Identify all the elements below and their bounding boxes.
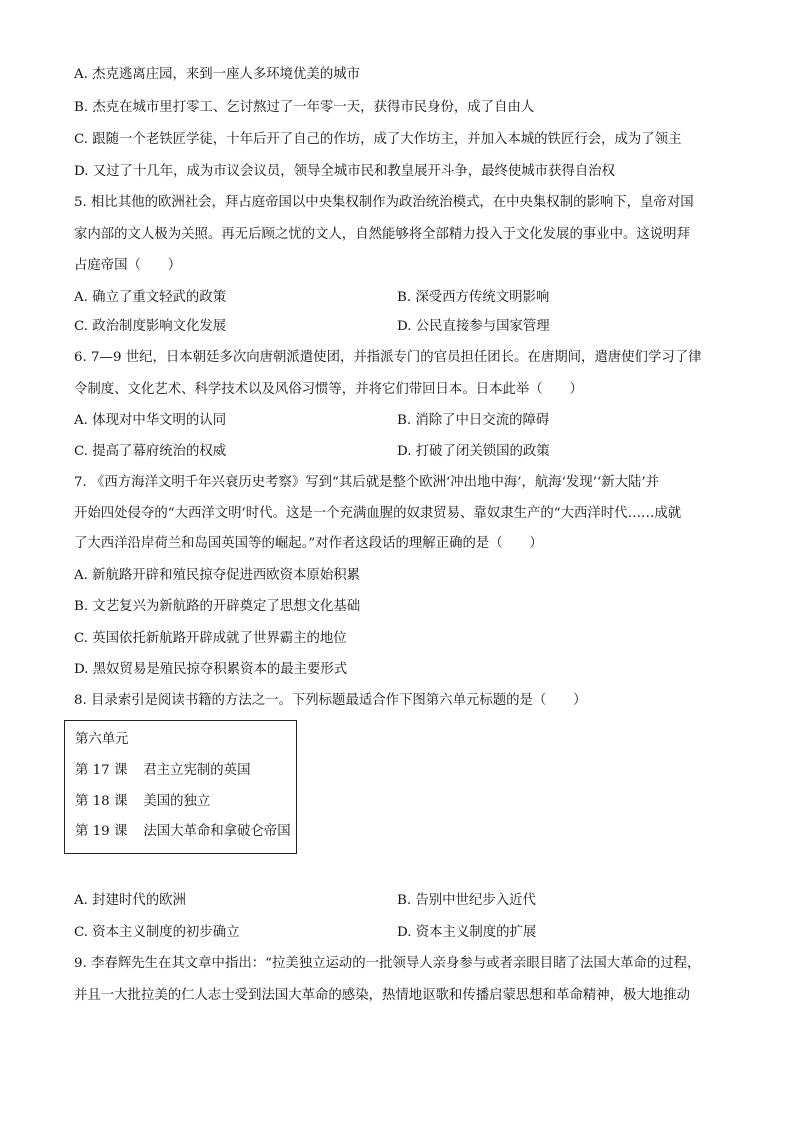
toc-lesson-17-number: 第 17 课: [75, 763, 128, 778]
toc-lesson-19: [75, 823, 291, 841]
toc-lesson-18-number: 第 18 课: [75, 794, 128, 809]
q7-option-d: D. 黑奴贸易是殖民掠夺积累资本的最主要形式: [74, 662, 348, 677]
toc-unit-title: 第六单元: [75, 732, 129, 747]
q8-option-a: A. 封建时代的欧洲: [74, 893, 186, 908]
q9-stem-line-2: 并且一大批拉美的仁人志士受到法国大革命的感染，热情地讴歌和传播启蒙思想和革命精神，极大地推动: [74, 988, 690, 1003]
q7-option-b: B. 文艺复兴为新航路的开辟奠定了思想文化基础: [74, 599, 361, 614]
q7-option-a: A. 新航路开辟和殖民掠夺促进西欧资本原始积累: [74, 568, 360, 583]
toc-lesson-17: [75, 762, 250, 780]
q6-option-d: D. 打破了闭关锁国的政策: [397, 444, 550, 459]
toc-lesson-18: [75, 793, 210, 811]
q8-option-b: B. 告别中世纪步入近代: [397, 893, 536, 908]
q7-stem-line-2: 开始四处侵夺的“大西洋文明’时代。这是一个充满血腥的奴隶贸易、靠奴隶生产的“大西洋时代……成就: [74, 506, 682, 521]
q5-option-c: C. 政治制度影响文化发展: [74, 319, 227, 334]
q6-option-b: B. 消除了中日交流的障碍: [397, 413, 550, 428]
q7-stem-line-3: 了大西洋沿岸荷兰和岛国英国等的崛起。”对作者这段话的理解正确的是（ ）: [74, 536, 543, 551]
q5-option-a: A. 确立了重文轻武的政策: [74, 290, 227, 305]
q8-option-c: C. 资本主义制度的初步确立: [74, 925, 240, 940]
q7-option-c: C. 英国依托新航路开辟成就了世界霸主的地位: [74, 631, 347, 646]
q4-option-b: B. 杰克在城市里打零工、乞讨熬过了一年零一天，获得市民身份，成了自由人: [74, 100, 535, 115]
q6-option-c: C. 提高了幕府统治的权威: [74, 444, 227, 459]
q7-stem-line-1: 7. 《西方海洋文明千年兴衰历史考察》写到“其后就是整个欧洲‘冲出地中海’，航海‘发现’‘新大陆’并: [74, 475, 660, 490]
q5-stem-line-3: 占庭帝国（ ）: [74, 258, 182, 273]
q6-stem-line-1: 6. 7—9 世纪，日本朝廷多次向唐朝派遣使团，并指派专门的官员担任团长。在唐期间，遣唐使们学习了律: [74, 350, 702, 365]
q5-stem-line-2: 家内部的文人极为关照。再无后顾之忧的文人，自然能够将全部精力投入于文化发展的事业中。这说明拜: [74, 227, 690, 242]
q8-stem: 8. 目录索引是阅读书籍的方法之一。下列标题最适合作下图第六单元标题的是（ ）: [74, 693, 587, 708]
q9-stem-line-1: 9. 李春辉先生在其文章中指出：“拉美独立运动的一批领导人亲身参与或者亲眼目睹了法国大革命的过程，: [74, 956, 701, 971]
q4-option-d: D. 又过了十几年，成为市议会议员，领导全城市民和教皇展开斗争，最终使城市获得自治权: [74, 164, 616, 179]
q5-stem-line-1: 5. 相比其他的欧洲社会，拜占庭帝国以中央集权制作为政治统治模式，在中央集权制的影响下，皇帝对国: [74, 195, 694, 210]
q5-option-b: B. 深受西方传统文明影响: [397, 290, 550, 305]
toc-lesson-19-number: 第 19 课: [75, 824, 128, 839]
q6-stem-line-2: 令制度、文化艺术、科学技术以及风俗习惯等，并将它们带回日本。日本此举（ ）: [74, 382, 583, 397]
q8-option-d: D. 资本主义制度的扩展: [397, 925, 537, 940]
q4-option-a: A. 杰克逃离庄园，来到一座人多环境优美的城市: [74, 67, 360, 82]
q5-option-d: D. 公民直接参与国家管理: [397, 319, 550, 334]
q6-option-a: A. 体现对中华文明的认同: [74, 413, 227, 428]
toc-lesson-17-title: 君主立宪制的英国: [143, 763, 251, 778]
q4-option-c: C. 跟随一个老铁匠学徒，十年后开了自己的作坊，成了大作坊主，并加入本城的铁匠行会，成为了领主: [74, 132, 682, 147]
toc-lesson-18-title: 美国的独立: [143, 794, 211, 809]
table-of-contents-box: [64, 720, 297, 854]
toc-lesson-19-title: 法国大革命和拿破仑帝国: [143, 824, 291, 839]
